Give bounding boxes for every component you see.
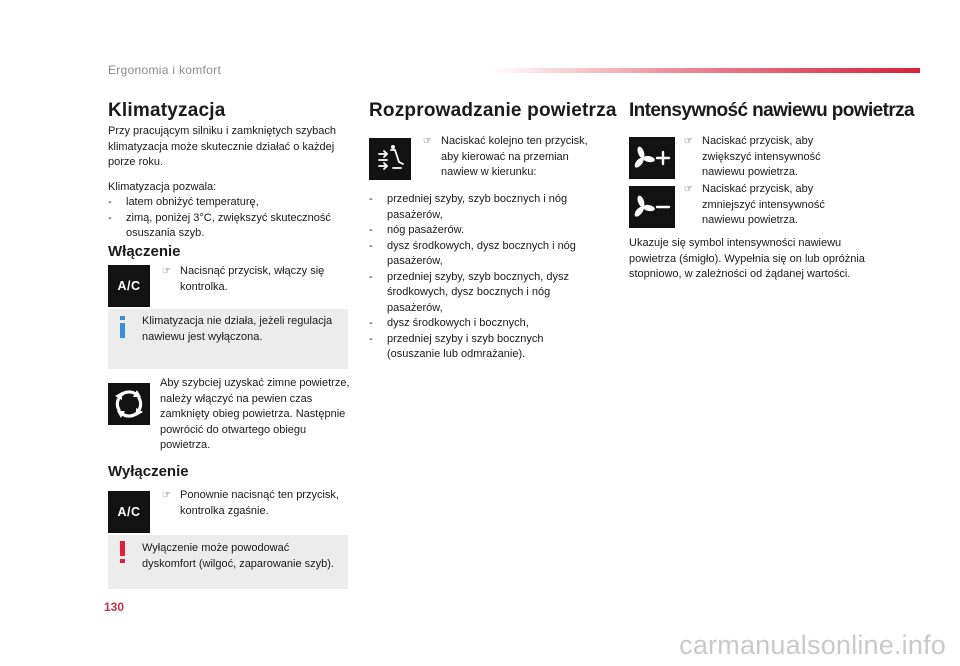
pointing-finger-icon: ☞ bbox=[684, 136, 693, 147]
page-number: 130 bbox=[104, 600, 125, 614]
step-off-text: Ponownie nacisnąć ten przycisk, kontrolka zgaśnie. bbox=[180, 489, 339, 517]
title-intensywnosc: Intensywność nawiewu powietrza bbox=[629, 100, 915, 121]
fan-minus-button bbox=[629, 186, 675, 228]
list-item: - przedniej szyby, szyb bocznych i nóg pasażerów, bbox=[369, 192, 599, 223]
list-item: - dysz środkowych i bocznych, bbox=[369, 316, 599, 332]
step-decrease-text: Naciskać przycisk, aby zmniejszyć intensywność nawiewu powietrza. bbox=[702, 183, 825, 226]
step-distribution-text: Naciskać kolejno ten przycisk, aby kierować na przemian nawiew w kierunku: bbox=[441, 135, 588, 178]
list-item: - latem obniżyć temperaturę, bbox=[108, 195, 353, 211]
info-text: Klimatyzacja nie działa, jeżeli regulacja nawiewu jest wyłączona. bbox=[142, 315, 333, 343]
ac-button-icon: A/C bbox=[108, 265, 150, 307]
air-distribution-button bbox=[369, 138, 411, 180]
info-box bbox=[108, 309, 348, 369]
info-icon bbox=[118, 316, 127, 338]
list-item: - przedniej szyby, szyb bocznych, dysz środkowych, dysz bocznych i nóg pasażerów, bbox=[369, 270, 599, 317]
step-increase-text: Naciskać przycisk, aby zwiększyć intensywność nawiewu powietrza. bbox=[702, 135, 821, 178]
pointing-finger-icon: ☞ bbox=[684, 184, 693, 195]
step-on-text: Nacisnąć przycisk, włączy się kontrolka. bbox=[180, 265, 325, 293]
fan-plus-icon bbox=[632, 143, 672, 173]
ac-button-icon: A/C bbox=[108, 491, 150, 533]
warning-text: Wyłączenie może powodować dyskomfort (wilgoć, zaparowanie szyb). bbox=[142, 542, 334, 570]
list-item: - nóg pasażerów. bbox=[369, 223, 599, 239]
title-rozprowadzanie: Rozprowadzanie powietrza bbox=[369, 100, 617, 121]
title-wylaczenie: Wyłączenie bbox=[108, 463, 189, 480]
step-distribution bbox=[423, 134, 608, 181]
fan-note: Ukazuje się symbol intensywności nawiewu powietrza (śmigło). Wypełnia się on lub opróżnia stopniowo, w zależności od żądanej wartości. bbox=[629, 237, 865, 280]
fan-minus-icon bbox=[632, 192, 672, 222]
list-item: - dysz środkowych, dysz bocznych i nóg pasażerów, bbox=[369, 239, 599, 270]
title-klimatyzacja: Klimatyzacja bbox=[108, 100, 226, 121]
allows-intro: Klimatyzacja pozwala: bbox=[108, 181, 217, 193]
pointing-finger-icon: ☞ bbox=[162, 266, 171, 277]
intro-text: Przy pracującym silniku i zamkniętych szybach klimatyzacja może skutecznie działać o każdej porze roku. bbox=[108, 125, 337, 168]
fan-plus-button bbox=[629, 137, 675, 179]
step-decrease bbox=[684, 182, 849, 229]
step-on bbox=[162, 264, 347, 295]
header-rule bbox=[490, 68, 920, 73]
air-distribution-icon bbox=[373, 142, 407, 176]
warning-box bbox=[108, 535, 348, 589]
pointing-finger-icon: ☞ bbox=[423, 136, 432, 147]
title-wlaczenie: Włączenie bbox=[108, 243, 181, 260]
distribution-list bbox=[369, 192, 599, 363]
exclamation-icon bbox=[118, 541, 127, 563]
list-item: - przedniej szyby i szyb bocznych (osuszanie lub odmrażanie). bbox=[369, 332, 599, 363]
step-off bbox=[162, 488, 352, 519]
recirculation-icon bbox=[112, 387, 146, 421]
watermark: carmanualsonline.info bbox=[679, 630, 946, 660]
list-item: - zimą, poniżej 3°C, zwiększyć skuteczność osuszania szyb. bbox=[108, 211, 353, 242]
allows-list bbox=[108, 195, 353, 242]
step-increase bbox=[684, 134, 849, 181]
section-label: Ergonomia i komfort bbox=[108, 63, 222, 77]
recirc-text: Aby szybciej uzyskać zimne powietrze, należy włączyć na pewien czas zamknięty obieg powietrza. Następnie powrócić do otwartego obiegu powietrza. bbox=[160, 377, 350, 451]
recirculation-button bbox=[108, 383, 150, 425]
pointing-finger-icon: ☞ bbox=[162, 490, 171, 501]
